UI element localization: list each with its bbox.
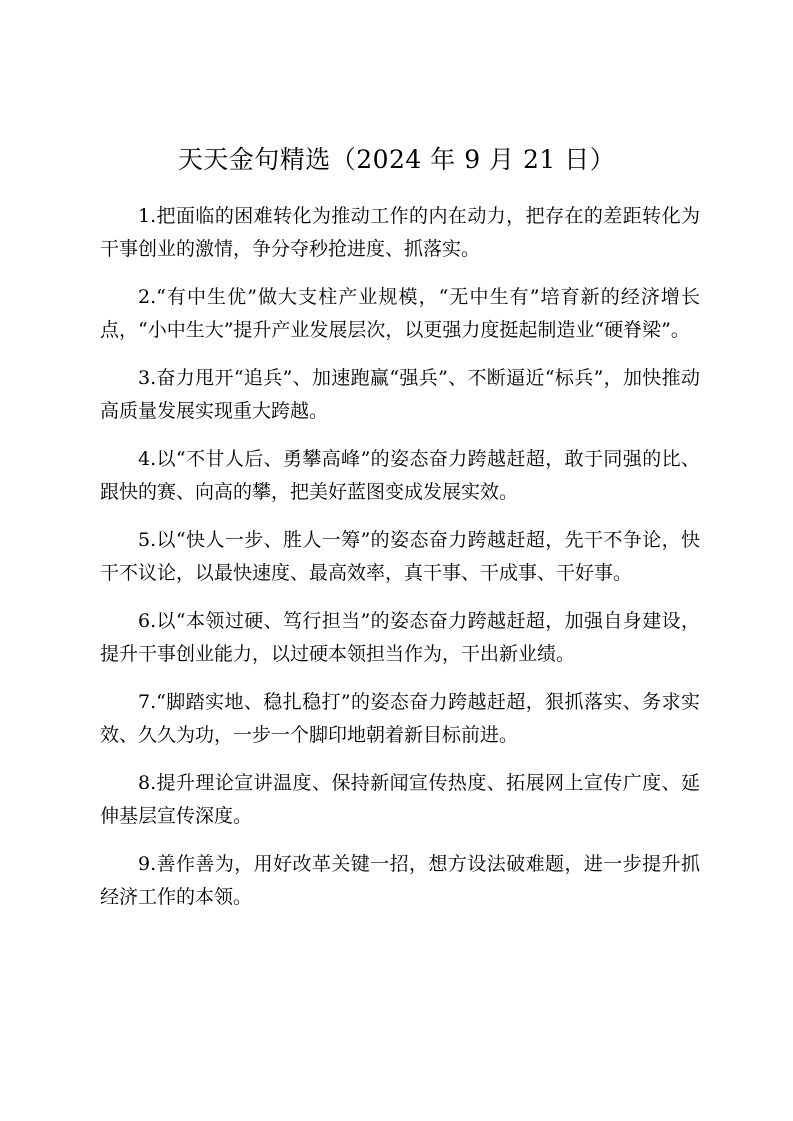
quote-item-9: 9.善作善为，用好改革关键一招，想方设法破难题，进一步提升抓经济工作的本领。 bbox=[100, 853, 700, 908]
quote-item-2: 2.“有中生优”做大支柱产业规模，“无中生有”培育新的经济增长点，“小中生大”提升产业发展层次，以更强力度挺起制造业“硬脊梁”。 bbox=[100, 286, 700, 341]
quote-item-3: 3.奋力甩开“追兵”、加速跑赢“强兵”、不断逼近“标兵”，加快推动高质量发展实现重大跨越。 bbox=[100, 367, 700, 422]
quote-item-8: 8.提升理论宣讲温度、保持新闻宣传热度、拓展网上宣传广度、延伸基层宣传深度。 bbox=[100, 772, 700, 827]
document-title: 天天金句精选（2024 年 9 月 21 日） bbox=[177, 145, 616, 174]
quote-item-5: 5.以“快人一步、胜人一筹”的姿态奋力跨越赶超，先干不争论，快干不议论，以最快速度、最高效率，真干事、干成事、干好事。 bbox=[100, 529, 700, 584]
quote-item-1: 1.把面临的困难转化为推动工作的内在动力，把存在的差距转化为干事创业的激情，争分夺秒抢进度、抓落实。 bbox=[100, 205, 700, 260]
quote-list bbox=[100, 200, 700, 929]
quote-item-6: 6.以“本领过硬、笃行担当”的姿态奋力跨越赶超，加强自身建设，提升干事创业能力，以过硬本领担当作为，干出新业绩。 bbox=[100, 610, 700, 665]
quote-item-4: 4.以“不甘人后、勇攀高峰”的姿态奋力跨越赶超，敢于同强的比、跟快的赛、向高的攀，把美好蓝图变成发展实效。 bbox=[100, 448, 700, 503]
quote-item-7: 7.“脚踏实地、稳扎稳打”的姿态奋力跨越赶超，狠抓落实、务求实效、久久为功，一步一个脚印地朝着新目标前进。 bbox=[100, 691, 700, 746]
